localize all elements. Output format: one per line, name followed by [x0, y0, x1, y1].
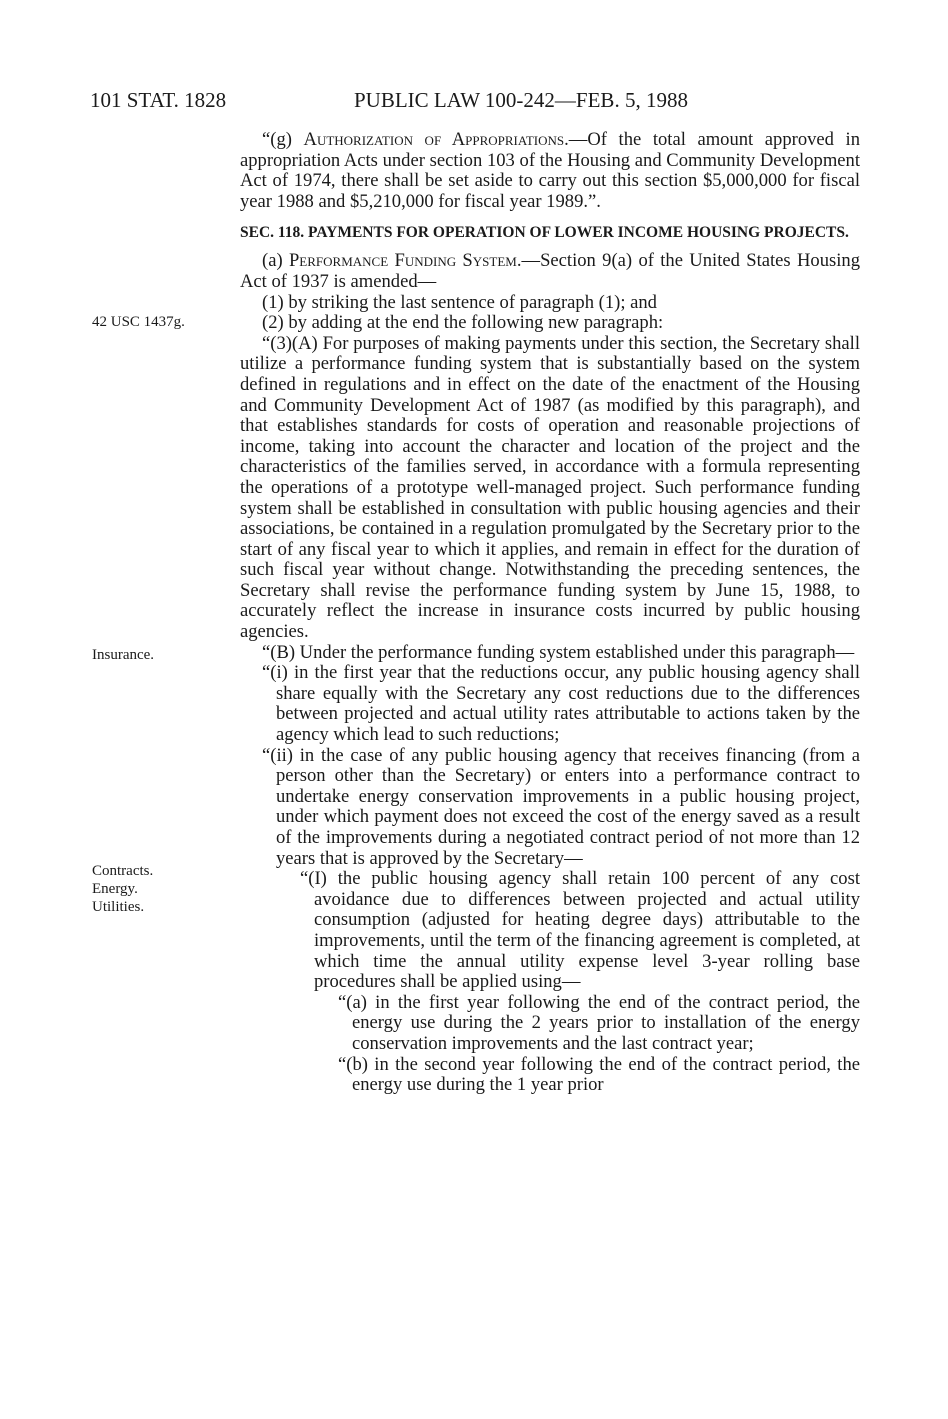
subsection-g — [240, 130, 860, 212]
margin-note-utilities: Utilities. — [92, 899, 145, 915]
margin-note-contracts: Contracts. — [92, 863, 154, 879]
item-b: “(b) in the second year following the end of the contract period, the energy use during the 1 year prior — [338, 1053, 860, 1096]
subsection-a — [240, 251, 860, 292]
page-id: 101 STAT. 1828 — [90, 88, 227, 112]
subsection-a-heading: Performance Funding System. — [288, 250, 522, 272]
margin-note-insurance: Insurance. — [92, 647, 155, 663]
statute-body — [240, 130, 860, 1096]
subsection-g-open: “(g) — [262, 129, 304, 150]
subsection-a-text: —Section 9(a) of the United States Housing Act of 1937 is amended— — [240, 250, 860, 292]
subsection-a-open: (a) — [262, 250, 289, 272]
amendment-item-1: (1) by striking the last sentence of paragraph (1); and — [262, 291, 657, 313]
subsection-g-heading: Authorization of Appropriations. — [303, 129, 569, 150]
amendment-item-2: (2) by adding at the end the following new paragraph: — [262, 312, 664, 334]
item-a: “(a) in the first year following the end of the contract period, the energy use during the 2 years prior to installation of the energy conservation improvements and the last contract year; — [338, 991, 860, 1054]
section-heading: SEC. 118. PAYMENTS FOR OPERATION OF LOWER INCOME HOUSING PROJECTS. — [240, 224, 849, 242]
clause-ii: “(ii) in the case of any public housing agency that receives financing (from a person other than the Secretary) or enters into a performance contract to undertake energy conservation improvements in a public housing project, under which payment does not exceed the cost of the energy saved as a result of the improvements during a negotiated contract period of not more than 12 years that is approved by the Secretary— — [262, 744, 860, 869]
subsection-g-text: —Of the total amount approved in appropriation Acts under section 103 of the Housing and Community Development Act of 1974, there shall be set aside to carry out this section $5,000,000 for fiscal year 1988 and $5,210,000 for fiscal year 1989.”. — [240, 129, 861, 212]
margin-note-usc: 42 USC 1437g. — [92, 314, 185, 330]
paragraph-3a: “(3)(A) For purposes of making payments under this section, the Secretary shall utilize a performance funding system that is substantially based on the system defined in regulations and in effect on the date of the enactment of the Housing and Community Development Act of 1987 (as modified by this paragraph), and that establishes standards for costs of operation and reasonable projections of income, taking into account the character and location of the project and the characteristics of the families served, in accordance with a formula representing the operations of a prototype well-managed project. Such performance funding system shall be established in consultation with public housing agencies and their associations, be contained in a regulation promulgated by the Secretary prior to the start of any fiscal year to which it applies, and remain in effect for the duration of such fiscal year without change. Notwithstanding the preceding sentences, the Secretary shall revise the performance funding system by June 15, 1988, to accurately reflect the increase in insurance costs incurred by public housing agencies. — [240, 332, 860, 643]
paragraph-b: “(B) Under the performance funding system established under this paragraph— — [262, 641, 855, 663]
clause-i: “(i) in the first year that the reductions occur, any public housing agency shall share equally with the Secretary any cost reductions due to the differences between projected and actual utility rates attributable to actions taken by the agency which lead to such reductions; — [262, 662, 860, 746]
margin-note-energy: Energy. — [92, 881, 138, 897]
law-title: PUBLIC LAW 100-242—FEB. 5, 1988 — [354, 88, 688, 112]
page-header — [90, 88, 850, 114]
subclause-I: “(I) the public housing agency shall retain 100 percent of any cost avoidance due to differences between projected and actual utility consumption (adjusted for heating degree days) attributable to the improvements, until the term of the financing agreement is completed, at which time the annual utility expense level 3-year rolling base procedures shall be applied using— — [300, 868, 860, 993]
